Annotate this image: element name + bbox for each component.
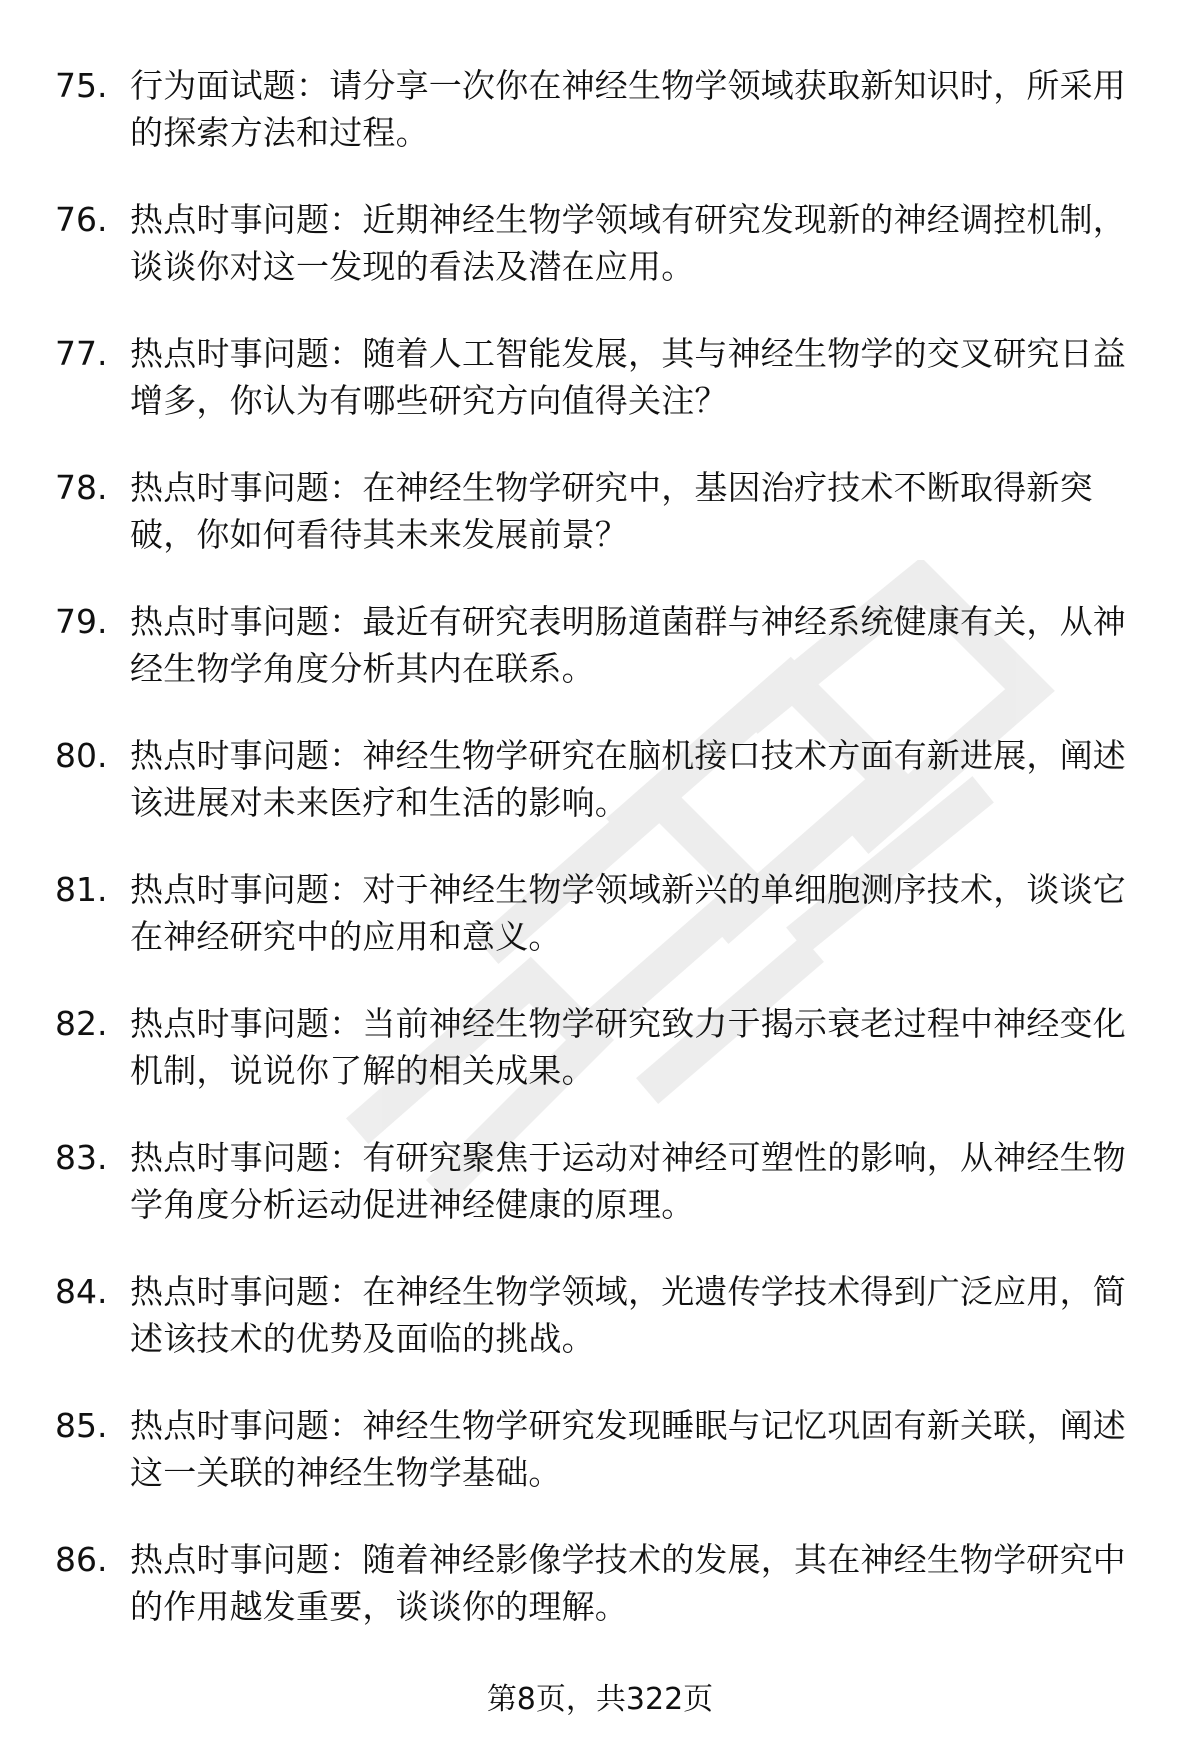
question-number: 80. bbox=[55, 736, 108, 775]
list-item bbox=[0, 464, 1200, 598]
list-item bbox=[0, 196, 1200, 330]
list-item bbox=[0, 1536, 1200, 1670]
question-list bbox=[0, 62, 1200, 1670]
list-item bbox=[0, 62, 1200, 196]
question-number: 81. bbox=[55, 870, 108, 909]
question-text: 热点时事问题：在神经生物学研究中，基因治疗技术不断取得新突破，你如何看待其未来发展前景？ bbox=[130, 468, 1093, 554]
question-text: 热点时事问题：神经生物学研究发现睡眠与记忆巩固有新关联，阐述这一关联的神经生物学基础。 bbox=[130, 1406, 1126, 1492]
list-item bbox=[0, 1134, 1200, 1268]
list-item bbox=[0, 866, 1200, 1000]
question-number: 79. bbox=[55, 602, 108, 641]
question-number: 85. bbox=[55, 1406, 108, 1445]
question-text: 热点时事问题：对于神经生物学领域新兴的单细胞测序技术，谈谈它在神经研究中的应用和意义。 bbox=[130, 870, 1126, 956]
question-text: 热点时事问题：有研究聚焦于运动对神经可塑性的影响，从神经生物学角度分析运动促进神经健康的原理。 bbox=[130, 1138, 1126, 1224]
question-number: 77. bbox=[55, 334, 108, 373]
question-number: 75. bbox=[55, 66, 108, 105]
question-text: 热点时事问题：在神经生物学领域，光遗传学技术得到广泛应用，简述该技术的优势及面临的挑战。 bbox=[130, 1272, 1126, 1358]
list-item bbox=[0, 330, 1200, 464]
question-text: 行为面试题：请分享一次你在神经生物学领域获取新知识时，所采用的探索方法和过程。 bbox=[130, 66, 1126, 152]
question-number: 84. bbox=[55, 1272, 108, 1311]
list-item bbox=[0, 732, 1200, 866]
question-number: 83. bbox=[55, 1138, 108, 1177]
question-text: 热点时事问题：最近有研究表明肠道菌群与神经系统健康有关，从神经生物学角度分析其内在联系。 bbox=[130, 602, 1126, 688]
question-text: 热点时事问题：当前神经生物学研究致力于揭示衰老过程中神经变化机制，说说你了解的相关成果。 bbox=[130, 1004, 1126, 1090]
question-text: 热点时事问题：随着神经影像学技术的发展，其在神经生物学研究中的作用越发重要，谈谈你的理解。 bbox=[130, 1540, 1126, 1626]
question-text: 热点时事问题：神经生物学研究在脑机接口技术方面有新进展，阐述该进展对未来医疗和生活的影响。 bbox=[130, 736, 1126, 822]
question-number: 82. bbox=[55, 1004, 108, 1043]
list-item bbox=[0, 598, 1200, 732]
question-number: 86. bbox=[55, 1540, 108, 1579]
page-number-label: 第8页，共322页 bbox=[486, 1682, 714, 1717]
question-text: 热点时事问题：近期神经生物学领域有研究发现新的神经调控机制，谈谈你对这一发现的看法及潜在应用。 bbox=[130, 200, 1126, 286]
question-number: 78. bbox=[55, 468, 108, 507]
question-number: 76. bbox=[55, 200, 108, 239]
list-item bbox=[0, 1402, 1200, 1536]
list-item bbox=[0, 1000, 1200, 1134]
page-footer bbox=[0, 1680, 1200, 1720]
list-item bbox=[0, 1268, 1200, 1402]
question-text: 热点时事问题：随着人工智能发展，其与神经生物学的交叉研究日益增多，你认为有哪些研究方向值得关注？ bbox=[130, 334, 1126, 420]
